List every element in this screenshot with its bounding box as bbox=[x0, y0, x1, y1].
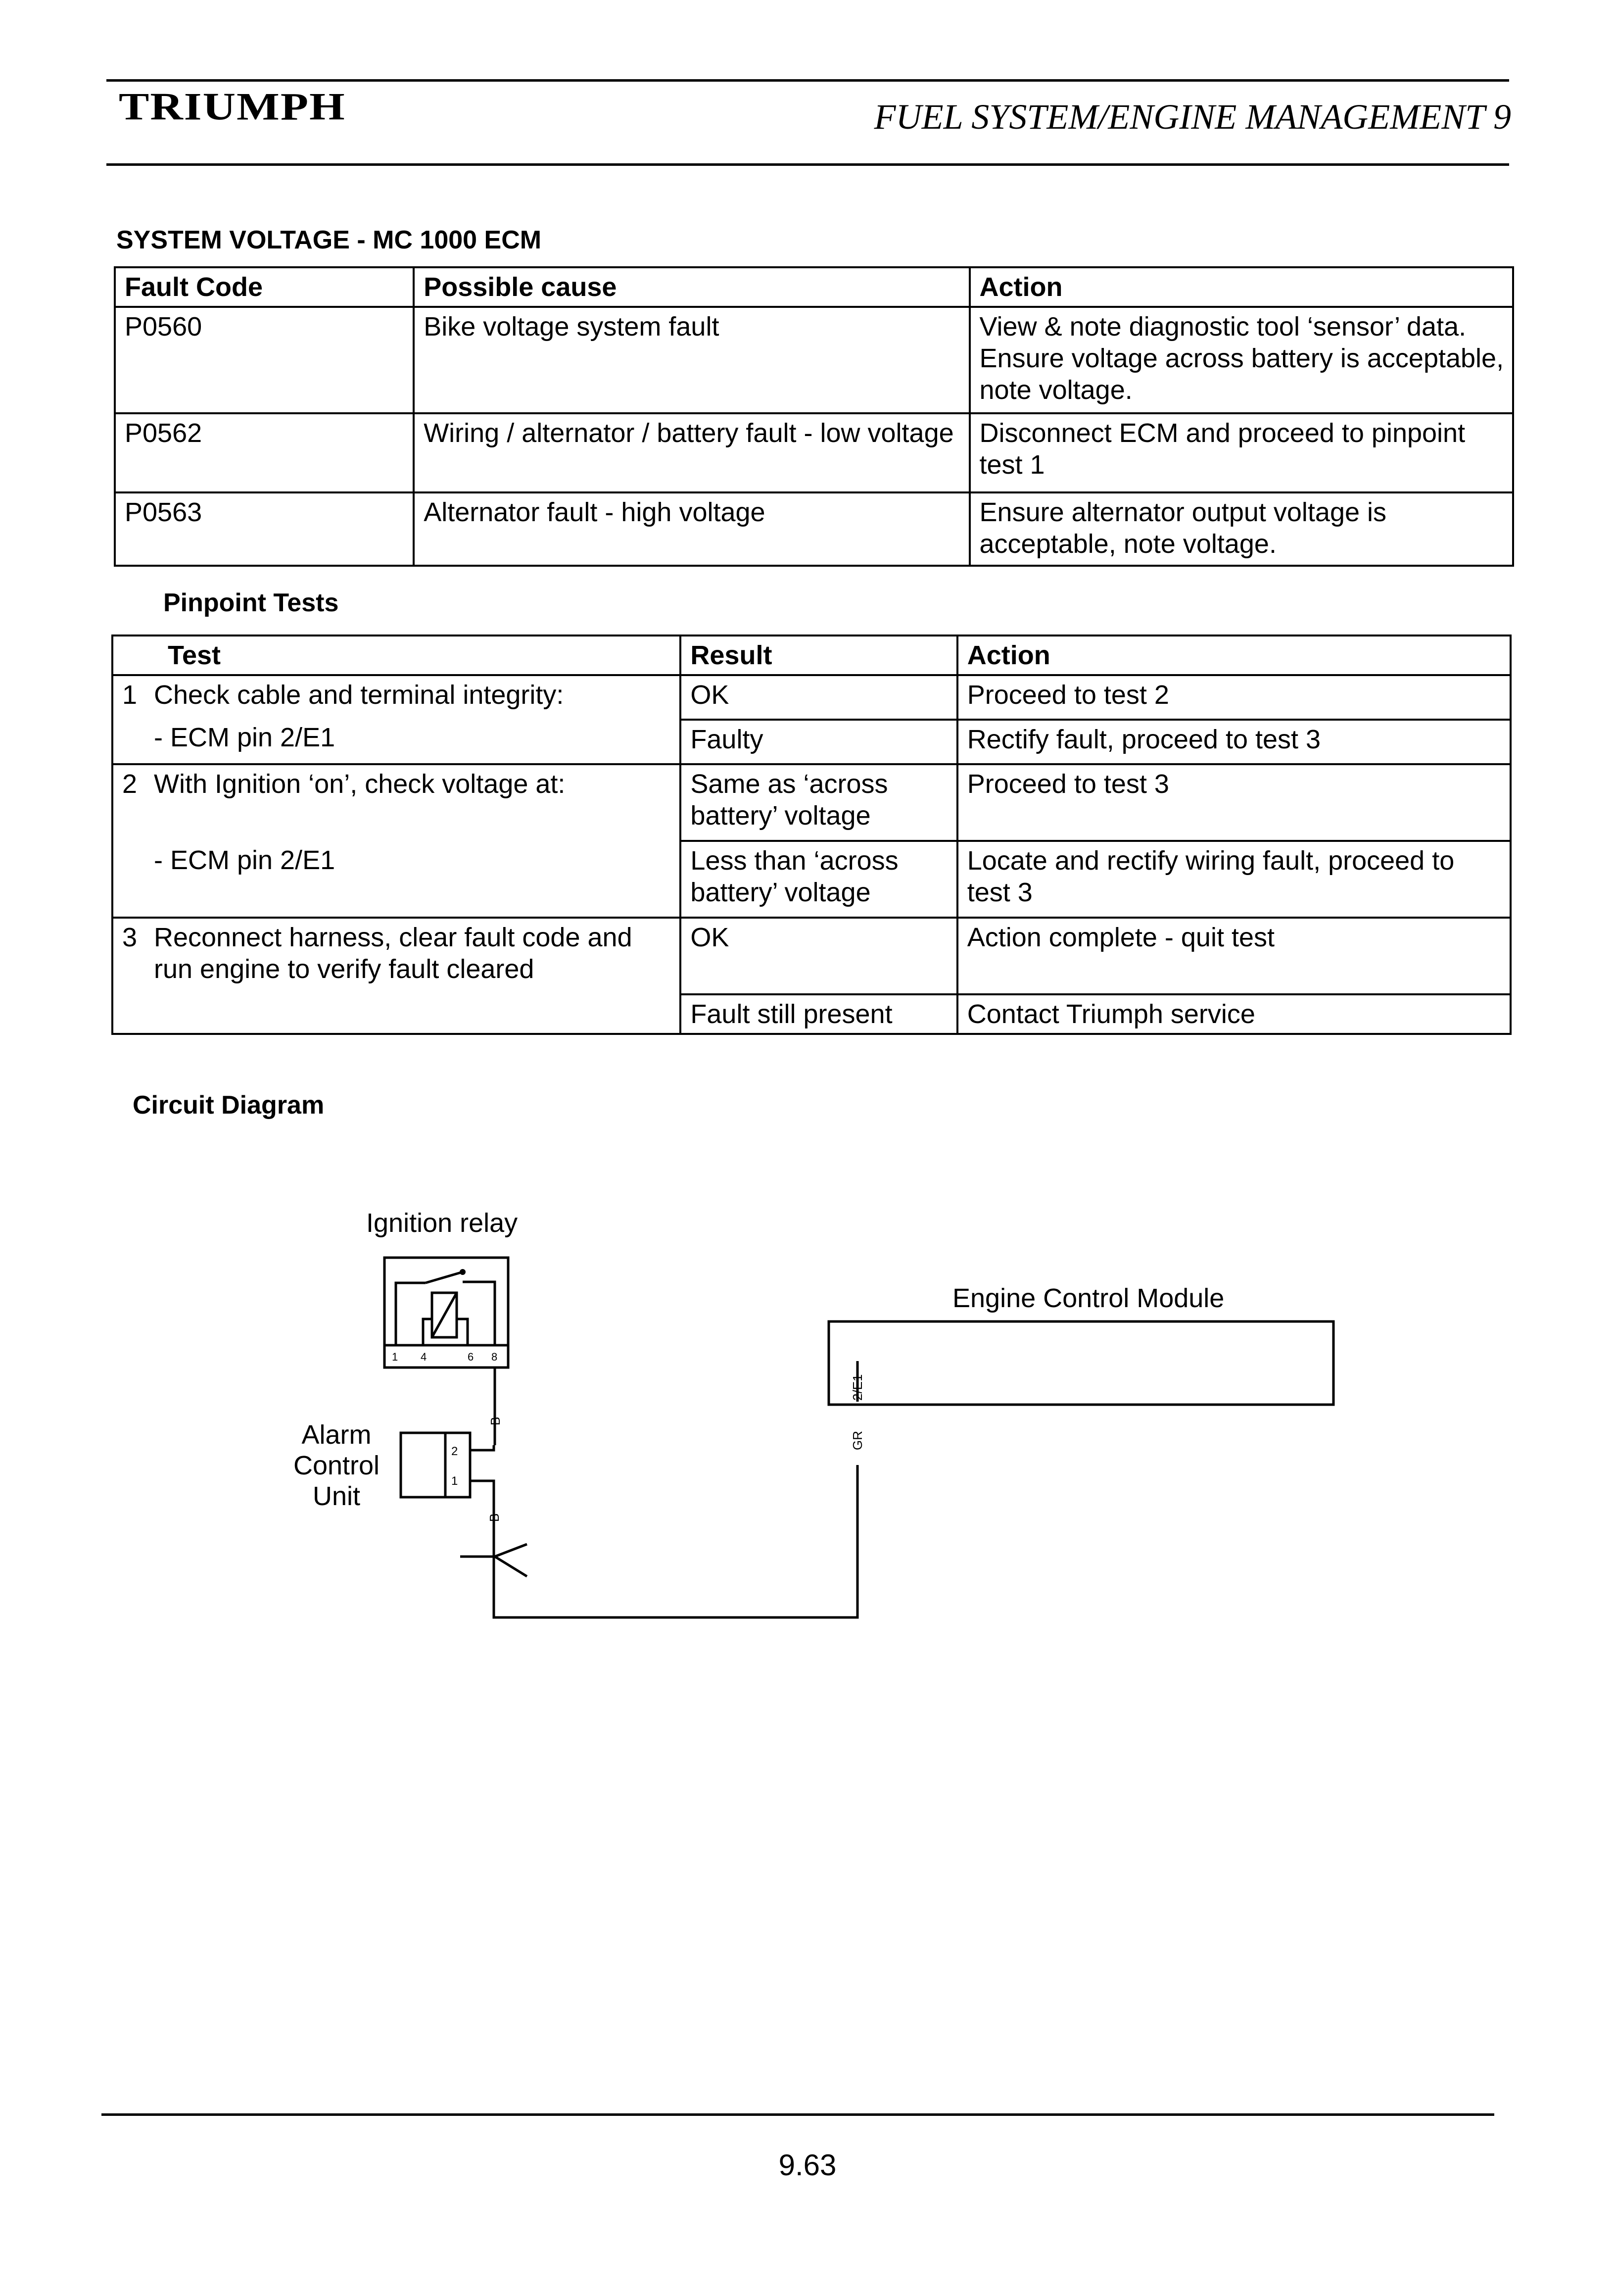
result: Same as ‘across battery’ voltage bbox=[680, 764, 957, 841]
possible-cause: Wiring / alternator / battery fault - low voltage bbox=[414, 413, 969, 492]
page-number: 9.63 bbox=[778, 2149, 837, 2182]
result: OK bbox=[680, 918, 957, 994]
fault-code: P0560 bbox=[115, 307, 414, 413]
action: View & note diagnostic tool ‘sensor’ data. Ensure voltage across battery is acceptable, note voltage. bbox=[970, 307, 1513, 413]
action: Ensure alternator output voltage is acceptable, note voltage. bbox=[970, 492, 1513, 566]
possible-cause: Alternator fault - high voltage bbox=[414, 492, 969, 566]
action: Action complete - quit test bbox=[957, 918, 1511, 994]
relay-pin-8: 8 bbox=[491, 1351, 498, 1363]
action: Proceed to test 3 bbox=[957, 764, 1511, 841]
test-number: 2 bbox=[122, 769, 138, 799]
action: Disconnect ECM and proceed to pinpoint test 1 bbox=[970, 413, 1513, 492]
column-header: Action bbox=[970, 267, 1513, 307]
wire-label-b-top: B bbox=[488, 1417, 503, 1425]
alarm-pin-1: 1 bbox=[451, 1474, 458, 1488]
result: Fault still present bbox=[680, 994, 957, 1034]
alarm-pin-labels bbox=[451, 1445, 458, 1488]
column-header: Possible cause bbox=[414, 267, 969, 307]
relay-pin-labels bbox=[392, 1351, 497, 1363]
result: Faulty bbox=[680, 720, 957, 764]
ecm-box bbox=[829, 1321, 1333, 1405]
alarm-pin-2: 2 bbox=[451, 1445, 458, 1458]
action: Locate and rectify wiring fault, proceed to test 3 bbox=[957, 841, 1511, 918]
possible-cause: Bike voltage system fault bbox=[414, 307, 969, 413]
fault-section-title: SYSTEM VOLTAGE - MC 1000 ECM bbox=[116, 226, 542, 254]
result: OK bbox=[680, 675, 957, 720]
alarm-control-unit bbox=[401, 1433, 494, 1497]
wire-labels bbox=[487, 1374, 865, 1522]
test-number: 3 bbox=[122, 923, 138, 952]
triumph-logo: TRIUMPH bbox=[119, 85, 346, 128]
footer-rule bbox=[101, 2113, 1494, 2116]
test-text: With Ignition ‘on’, check voltage at: bbox=[154, 769, 566, 799]
ecm-label: Engine Control Module bbox=[952, 1283, 1225, 1313]
action: Contact Triumph service bbox=[957, 994, 1511, 1034]
wiring bbox=[460, 1361, 857, 1617]
ecm-pin-label: 2/E1 bbox=[850, 1374, 865, 1401]
column-header: Fault Code bbox=[115, 267, 414, 307]
test-sub: - ECM pin 2/E1 bbox=[154, 723, 335, 752]
test-text: Reconnect harness, clear fault code and run engine to verify fault cleared bbox=[154, 923, 632, 984]
relay-pin-6: 6 bbox=[468, 1351, 474, 1363]
alarm-control-unit-label: Alarm Control Unit bbox=[293, 1420, 380, 1511]
wire-label-gr: GR bbox=[850, 1431, 865, 1450]
result: Less than ‘across battery’ voltage bbox=[680, 841, 957, 918]
test-sub: - ECM pin 2/E1 bbox=[154, 845, 335, 875]
action: Rectify fault, proceed to test 3 bbox=[957, 720, 1511, 764]
wire-label-b-bottom: B bbox=[487, 1513, 502, 1522]
chapter-title: FUEL SYSTEM/ENGINE MANAGEMENT 9 bbox=[874, 97, 1511, 137]
test-text: Check cable and terminal integrity: bbox=[154, 680, 564, 710]
column-header: Action bbox=[957, 635, 1511, 675]
circuit-title: Circuit Diagram bbox=[133, 1091, 325, 1120]
column-header: Result bbox=[680, 635, 957, 675]
relay-pin-4: 4 bbox=[421, 1351, 427, 1363]
column-header: Test bbox=[112, 635, 680, 675]
fault-code: P0562 bbox=[115, 413, 414, 492]
action: Proceed to test 2 bbox=[957, 675, 1511, 720]
fault-code: P0563 bbox=[115, 492, 414, 566]
test-number: 1 bbox=[122, 680, 138, 710]
pinpoint-title: Pinpoint Tests bbox=[163, 588, 339, 617]
ignition-relay-label: Ignition relay bbox=[366, 1208, 518, 1238]
relay-pin-1: 1 bbox=[392, 1351, 398, 1363]
ignition-relay bbox=[384, 1258, 508, 1368]
